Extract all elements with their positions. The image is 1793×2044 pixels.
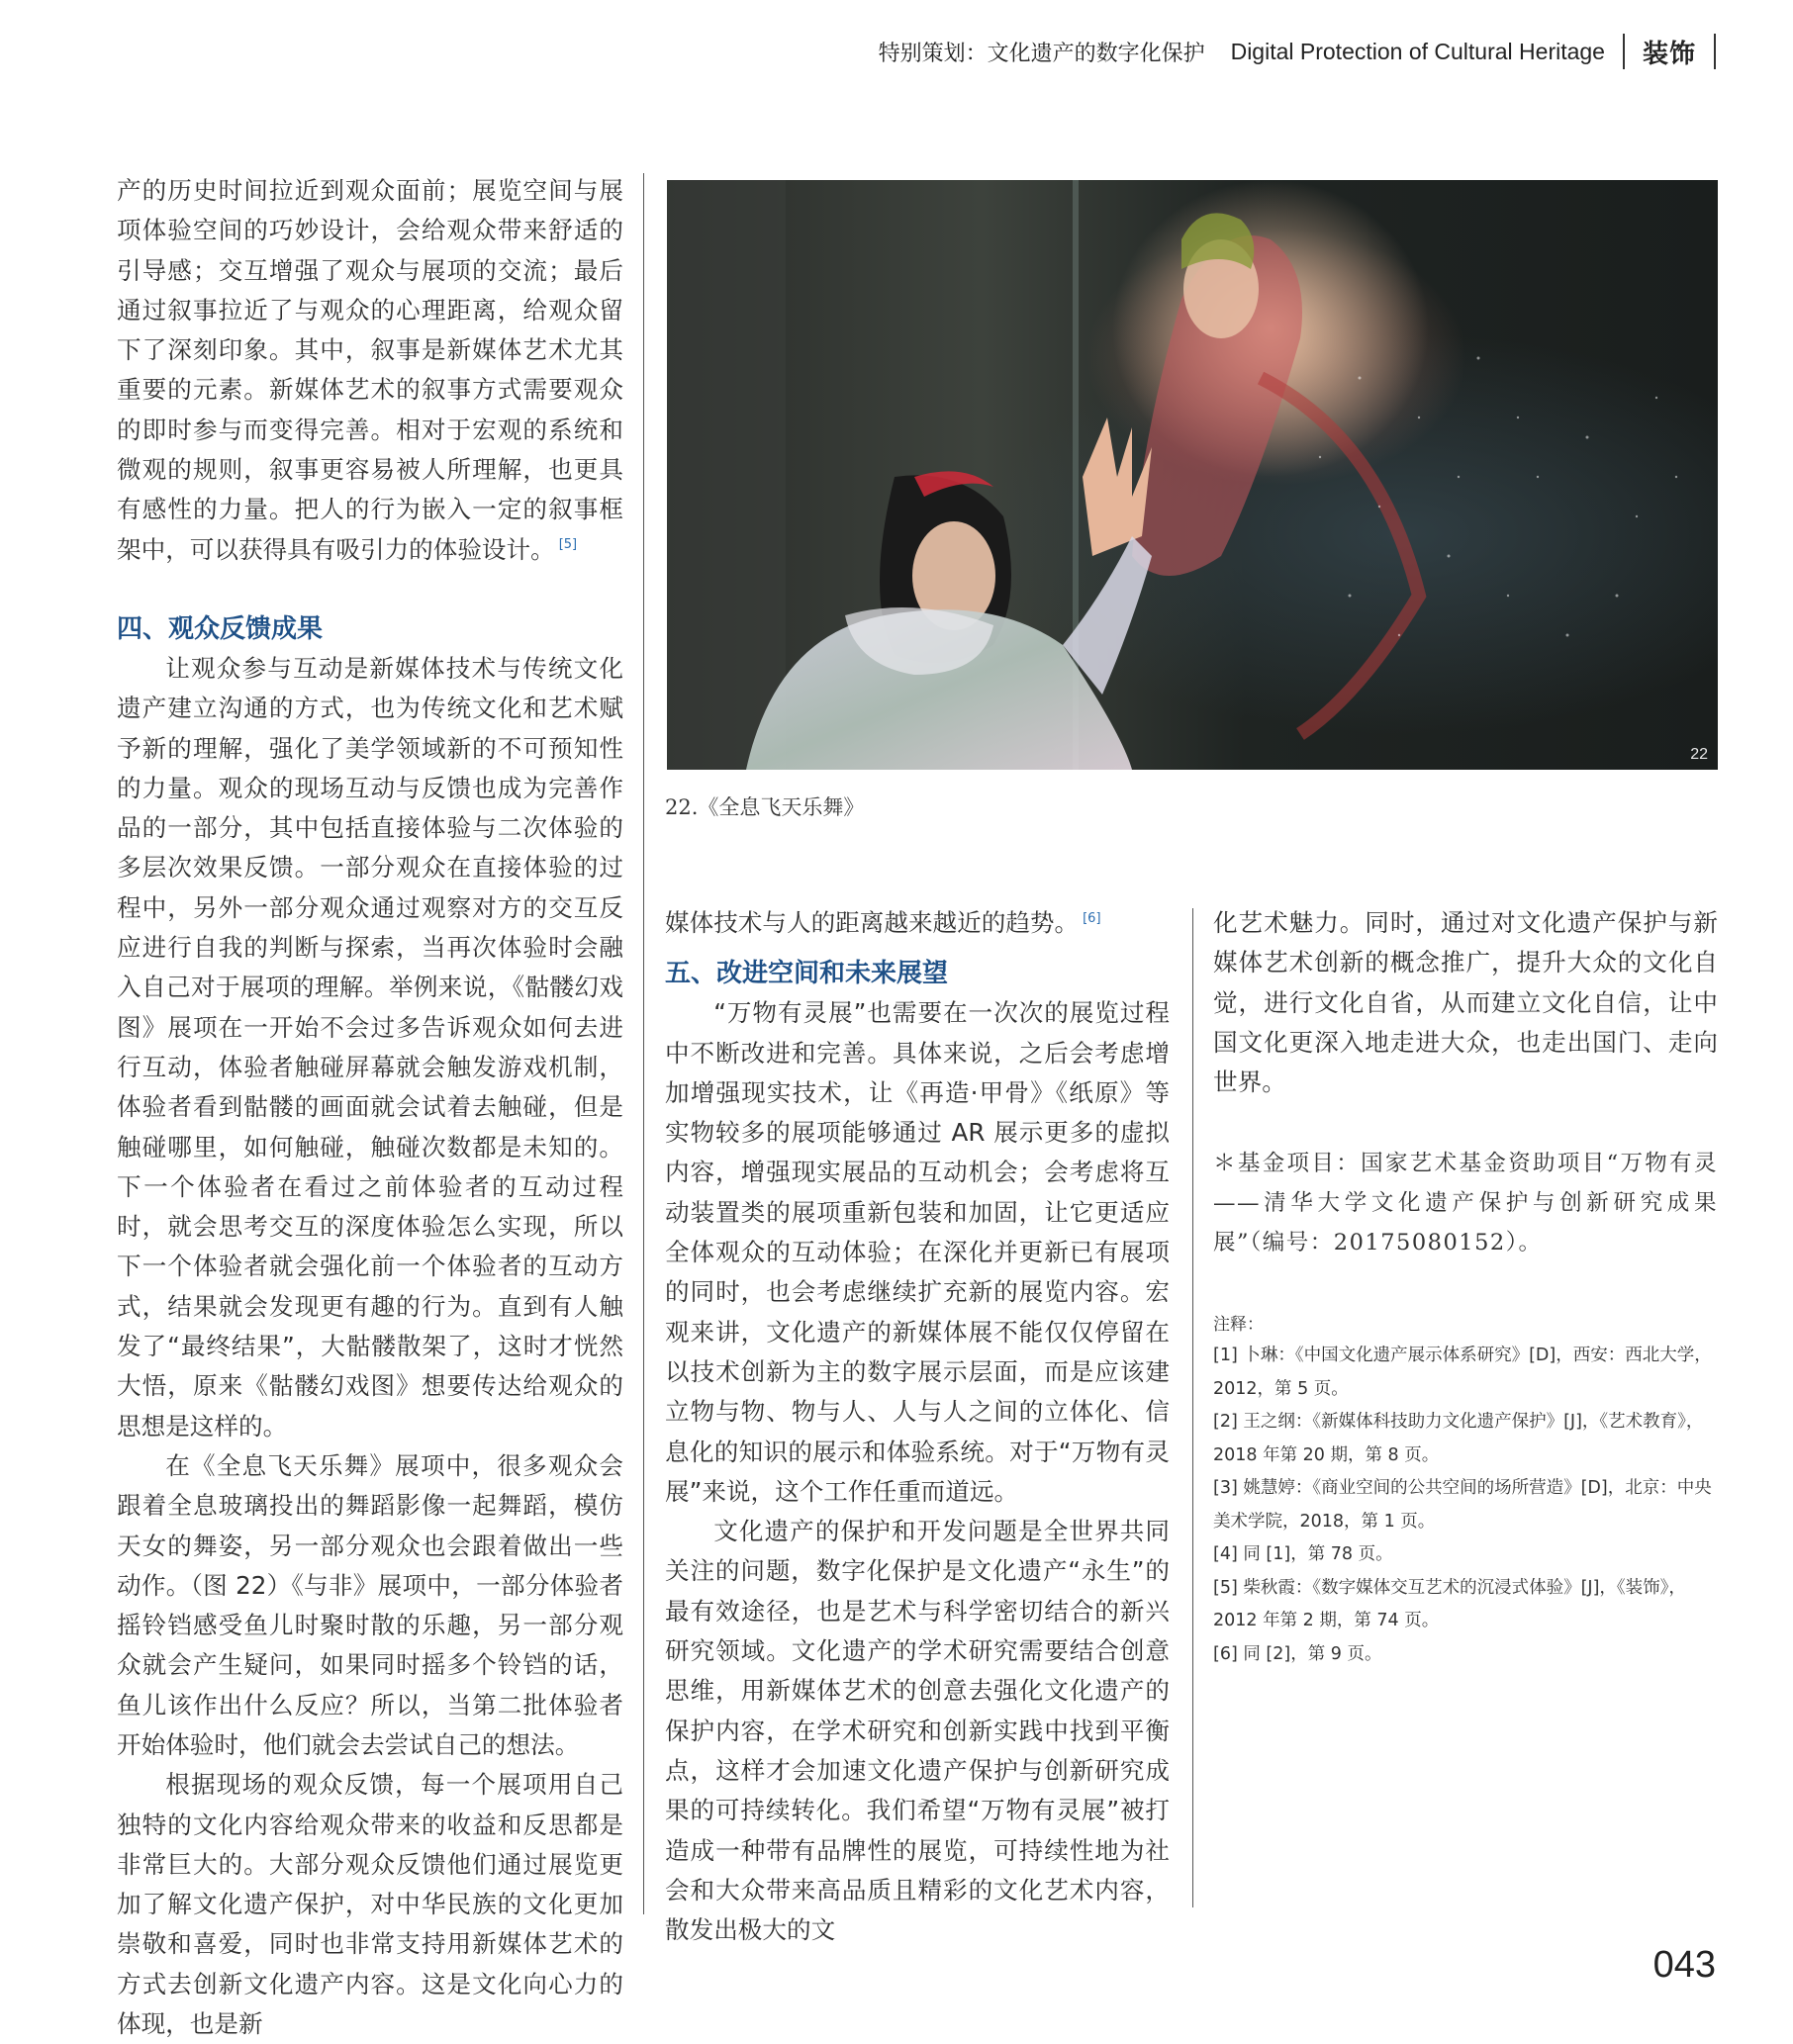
column-divider-1 — [643, 173, 644, 1914]
figure-caption: 22.《全息飞天乐舞》 — [665, 795, 865, 819]
fund-note: ＊基金项目：国家艺术基金资助项目“万物有灵——清华大学文化遗产保护与创新研究成果展”（编号：20175080152）。 — [1213, 1151, 1718, 1256]
page-number: 043 — [1652, 1944, 1716, 1986]
section-heading-5: 五、改进空间和未来展望 — [665, 959, 949, 989]
journal-logo: 装饰 — [1642, 39, 1696, 69]
column-right — [1213, 903, 1718, 1671]
note-item: [3] 姚慧婷：《商业空间的公共空间的场所营造》[D]，北京：中央美术学院，2018，第 1 页。 — [1213, 1478, 1712, 1532]
header-section-zh: 特别策划：文化遗产的数字化保护 — [878, 41, 1205, 66]
paragraph: “万物有灵展”也需要在一次次的展览过程中不断改进和完善。具体来说，之后会考虑增加增强现实技术，让《再造·甲骨》《纸原》等实物较多的展项能够通过 AR 展示更多的虚拟内容，增强现实展品的互动机会；会考虑将互动装置类的展项重新包装和加固，让它更适应全体观众的互动体验；在深化并更新已有展项的同时，也会考虑继续扩充新的展览内容。宏观来讲，文化遗产的新媒体展不能仅仅停留在以技术创新为主的数字展示层面，而是应该建立物与物、物与人、人与人之间的立体化、信息化的知识的展示和体验系统。对于“万物有灵展”来说，这个工作任重而道远。 — [665, 998, 1170, 1506]
citation-ref[interactable]: [6] — [1083, 910, 1101, 926]
photo-illustration — [667, 180, 1718, 770]
paragraph: 让观众参与互动是新媒体技术与传统文化遗产建立沟通的方式，也为传统文化和艺术赋予新的理解，强化了美学领域新的不可预知性的力量。观众的现场互动与反馈也成为完善作品的一部分，其中包括直接体验与二次体验的多层次效果反馈。一部分观众在直接体验的过程中，另外一部分观众通过观察对方的交互反应进行自我的判断与探索，当再次体验时会融入自己对于展项的理解。举例来说，《骷髅幻戏图》展项在一开始不会过多告诉观众如何去进行互动，体验者触碰屏幕就会触发游戏机制，体验者看到骷髅的画面就会试着去触碰，但是触碰哪里，如何触碰，触碰次数都是未知的。下一个体验者在看过之前体验者的互动过程时，就会思考交互的深度体验怎么实现，所以下一个体验者就会强化前一个体验者的互动方式，结果就会发现更有趣的行为。直到有人触发了“最终结果”，大骷髅散架了，这时才恍然大悟，原来《骷髅幻戏图》想要传达给观众的思想是这样的。 — [117, 653, 623, 1440]
note-item: [4] 同 [1]，第 78 页。 — [1213, 1544, 1393, 1565]
column-left — [117, 171, 623, 2044]
paragraph: 媒体技术与人的距离越来越近的趋势。 [6] — [665, 908, 1101, 937]
figure-22-photo — [667, 180, 1718, 770]
figure-number: 22 — [1690, 746, 1708, 763]
column-divider-2 — [1192, 908, 1193, 1907]
note-item: [6] 同 [2]，第 9 页。 — [1213, 1643, 1382, 1664]
paragraph: 根据现场的观众反馈，每一个展项用自己独特的文化内容给观众带来的收益和反思都是非常巨大的。大部分观众反馈他们通过展览更加了解文化遗产保护，对中华民族的文化更加崇敬和喜爱，同时也非常支持用新媒体艺术的方式去创新文化遗产内容。这是文化向心力的体现，也是新 — [117, 1770, 623, 2039]
section-heading-4: 四、观众反馈成果 — [117, 613, 324, 644]
header-divider — [1623, 34, 1625, 69]
note-item: [5] 柴秋霞：《数字媒体交互艺术的沉浸式体验》[J]，《装饰》，2012 年第 2 期，第 74 页。 — [1213, 1577, 1686, 1631]
header-section-en: Digital Protection of Cultural Heritage — [1230, 38, 1605, 64]
note-item: [1] 卜琳：《中国文化遗产展示体系研究》[D]，西安：西北大学，2012，第 5 页。 — [1213, 1346, 1712, 1399]
paragraph: 化艺术魅力。同时，通过对文化遗产保护与新媒体艺术创新的概念推广，提升大众的文化自觉，进行文化自省，从而建立文化自信，让中国文化更深入地走进大众，也走出国门、走向世界。 — [1213, 908, 1718, 1097]
running-header — [879, 34, 1716, 69]
notes-list — [1213, 1340, 1718, 1671]
header-divider-right — [1714, 34, 1716, 69]
citation-ref[interactable]: [5] — [558, 537, 578, 553]
paragraph: 产的历史时间拉近到观众面前；展览空间与展项体验空间的巧妙设计，会给观众带来舒适的引导感；交互增强了观众与展项的交流；最后通过叙事拉近了与观众的心理距离，给观众留下了深刻印象。其中，叙事是新媒体艺术尤其重要的元素。新媒体艺术的叙事方式需要观众的即时参与而变得完善。相对于宏观的系统和微观的规则，叙事更容易被人所理解，也更具有感性的力量。把人的行为嵌入一定的叙事框架中，可以获得具有吸引力的体验设计。 [5] — [117, 176, 623, 564]
paragraph: 文化遗产的保护和开发问题是全世界共同关注的问题，数字化保护是文化遗产“永生”的最有效途径，也是艺术与科学密切结合的新兴研究领域。文化遗产的学术研究需要结合创意思维，用新媒体艺术的创意去强化文化遗产的保护内容，在学术研究和创新实践中找到平衡点，这样才会加速文化遗产保护与创新研究成果的可持续转化。我们希望“万物有灵展”被打造成一种带有品牌性的展览，可持续性地为社会和大众带来高品质且精彩的文化艺术内容，散发出极大的文 — [665, 1517, 1170, 1945]
column-middle — [665, 903, 1170, 1950]
notes-title: 注释： — [1213, 1315, 1264, 1336]
note-item: [2] 王之纲：《新媒体科技助力文化遗产保护》[J]，《艺术教育》，2018 年第 20 期，第 8 页。 — [1213, 1412, 1704, 1465]
paragraph: 在《全息飞天乐舞》展项中，很多观众会跟着全息玻璃投出的舞蹈影像一起舞蹈，模仿天女的舞姿，另一部分观众也会跟着做出一些动作。（图 22）《与非》展项中，一部分体验者摇铃铛感受鱼儿时聚时散的乐趣，另一部分观众就会产生疑问，如果同时摇多个铃铛的话，鱼儿该作出什么反应？所以，当第二批体验者开始体验时，他们就会去尝试自己的想法。 — [117, 1450, 623, 1759]
